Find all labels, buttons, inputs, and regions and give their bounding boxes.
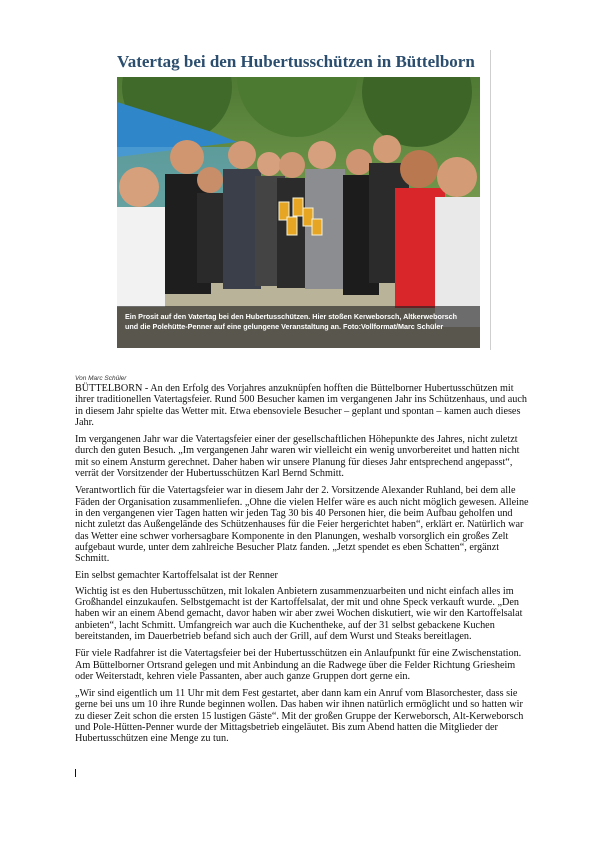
article-body [75, 383, 532, 751]
column-divider [490, 50, 491, 350]
paragraph: Verantwortlich für die Vatertagsfeier war in diesem Jahr der 2. Vorsitzende Alexander Ruhland, bei dem alle Fäden der Organisation zusammenliefen. „Ohne die vielen Helfer wäre es auch nicht möglich gewesen. Alleine in den vergangenen vier Tagen hatten wir jeden Tag 30 bis 40 Personen hier, die beim Aufbau geholfen und nicht zuletzt das Außengelände des Schützenhauses für die Feier hergerichtet haben“, erklärt er. Natürlich war das Wetter eine schwer vorhersagbare Komponente in den Planungen, weshalb vorsorglich ein großes Zelt aufgebaut wurde, unter dem zahlreiche Besucher Platz fanden. „Jetzt spendet es eben Schatten“, ergänzt Schmitt. [75, 485, 529, 565]
paragraph: „Wir sind eigentlich um 11 Uhr mit dem Fest gestartet, aber dann kam ein Anruf vom Blasorchester, dass sie gerne bei uns um 10 ihre Runde beginnen wollen. Das haben wir ihnen natürlich ermöglicht und so hatten wir zu dieser Zeit schon die ersten 15 lustigen Gäste“. Mit der großen Gruppe der Kerweborsch, Alt-Kerweborsch und Pole-Hütten-Penner wurde der Mittagsbetrieb eingeläutet. Bis zum Abend hatten die Mitglieder der Hubertusschützen eine Menge zu tun. [75, 688, 524, 745]
paragraph: BÜTTELBORN - An den Erfolg des Vorjahres anzuknüpfen hofften die Büttelborner Hubertusschützen mit ihrer traditionellen Vatertagsfeier. Rund 500 Besucher kamen im vergangenen Jahr ins Schützenhaus, und auch in diesem Jahr spielte das Wetter mit. Etwa ebensoviele Besucher – geplant und spontan – kamen auch dieses Jahr. [75, 383, 527, 428]
paragraph: Für viele Radfahrer ist die Vatertagsfeier bei der Hubertusschützen ein Anlaufpunkt für eine Zwischenstation. Am Büttelborner Ortsrand gelegen und mit Anbindung an die Radwege über die Felder Richtung Griesheim oder Weiterstadt, kehren viele Passanten, aber auch ganze Gruppen dort gerne ein. [75, 648, 522, 682]
article-title: Vatertag bei den Hubertusschützen in Büttelborn [117, 52, 475, 71]
paragraph: Im vergangenen Jahr war die Vatertagsfeier einer der gesellschaftlichen Höhepunkte des Jahres, nicht zuletzt durch den guten Besuch. „Im vergangenen Jahr waren wir vielleicht ein wenig unvorbereitet und hatten nicht mit so einem Ansturm gerechnet. Daher haben wir unsere Planung für dieses Jahr entsprechend angepasst“, verrät der Vorsitzender der Hubertusschützen Karl Bernd Schmitt. [75, 434, 520, 480]
article-subheading: Ein selbst gemachter Kartoffelsalat ist der Renner [75, 570, 278, 582]
text-cursor [75, 769, 76, 777]
paragraph: Wichtig ist es den Hubertusschützen, mit lokalen Anbietern zusammenzuarbeiten und nicht einfach alles im Großhandel einzukaufen. Selbstgemacht ist der Kartoffelsalat, der mit und ohne Speck verkauft wurde. „Den haben wir an einem Abend gemacht, davor haben wir aber zwei Wochen diskutiert, wie wir den Kartoffelsalat anbieten“, lacht Schmitt. Umfangreich war auch die Kuchentheke, auf der 31 selbst gebackene Kuchen bereitstanden, im Dauerbetrieb befand sich auch der Grill, auf dem Wurst und Steaks bereitlagen. [75, 585, 523, 642]
byline: Von Marc Schüler [75, 375, 127, 382]
article-photo [117, 77, 480, 348]
photo-caption: Ein Prosit auf den Vatertag bei den Hubertusschützen. Hier stoßen Kerweborsch, Altkerweborsch und die Polehütte-Penner auf eine gelungene Veranstaltung an. Foto:Vollformat/Marc Schüler [117, 306, 480, 348]
